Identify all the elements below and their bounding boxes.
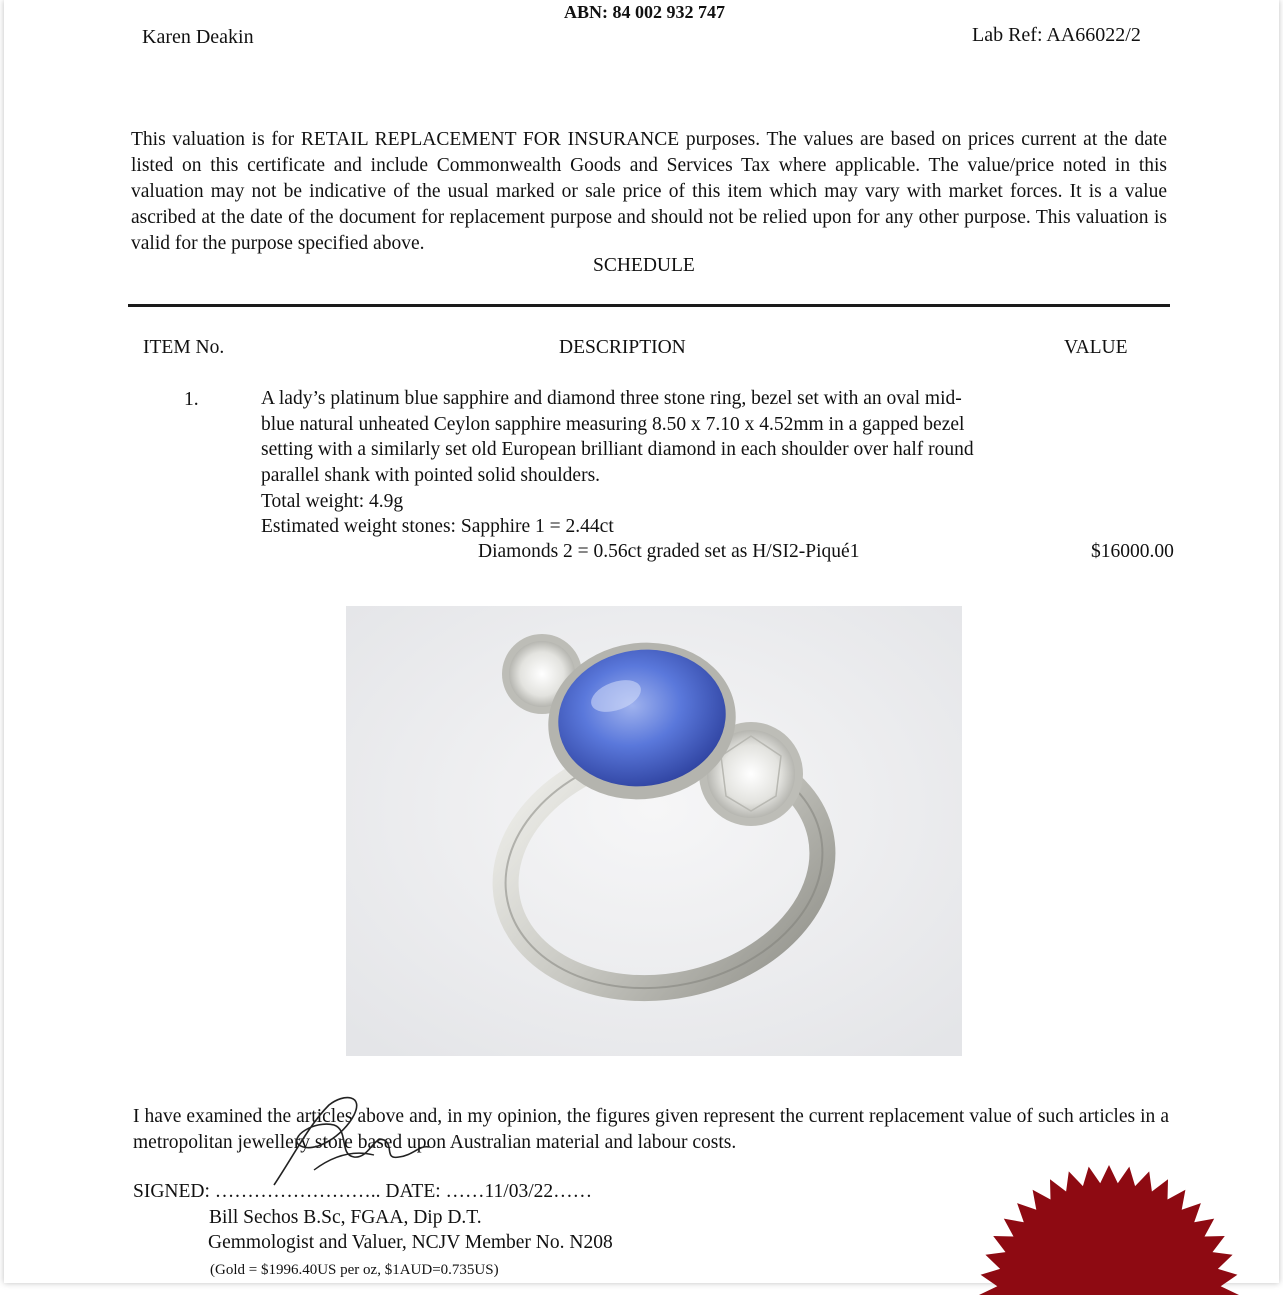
lab-reference: Lab Ref: AA66022/2 [972,24,1141,46]
seal-shape [979,1165,1239,1295]
exchange-rates: (Gold = $1996.40US per oz, $1AUD=0.735US) [210,1262,499,1278]
item-number: 1. [184,389,199,410]
valuer-name: Bill Sechos B.Sc, FGAA, Dip D.T. [209,1207,482,1228]
valuer-title: Gemmologist and Valuer, NCJV Member No. N208 [208,1232,613,1253]
certification-statement: I have examined the articles above and, in my opinion, the figures given represent the current replacement value of such articles in a metropolitan jewellery store based upon Australian material and labour costs. [133,1106,1169,1153]
item-description-text: A lady’s platinum blue sapphire and diamond three stone ring, bezel set with an oval mid-blue natural unheated Ceylon sapphire measuring 8.50 x 7.10 x 4.52mm in a gapped bezel setting with a similarly set old European brilliant diamond in each shoulder over half round parallel shank with pointed solid shoulders. [261,388,974,487]
item-total-weight: Total weight: 4.9g [261,490,404,512]
valuation-certificate [4,0,1279,1283]
valuation-purpose-text [131,127,1167,257]
signed-date-line: SIGNED: …………………….. DATE: ……11/03/22…… [133,1181,593,1202]
column-header-value: VALUE [1064,337,1128,358]
item-stones-sapphire: Estimated weight stones: Sapphire 1 = 2.44ct [261,516,614,537]
schedule-divider [128,304,1170,307]
item-value: $16000.00 [1091,541,1174,562]
column-header-item: ITEM No. [143,337,225,358]
ring-photo [346,606,962,1056]
schedule-title: SCHEDULE [593,255,695,276]
item-stones-diamonds: Diamonds 2 = 0.56ct graded set as H/SI2-Piqué1 [478,541,860,562]
column-header-description: DESCRIPTION [559,337,686,358]
intro-paragraph: This valuation is for RETAIL REPLACEMENT FOR INSURANCE purposes. The values are based on prices current at the date listed on this certificate and include Commonwealth Goods and Services Tax where applicable. The value/price noted in this valuation may not be indicative of the usual marked or sale price of this item which may vary with market forces. It is a value ascribed at the date of the document for replacement purpose and should not be relied upon for any other purpose. This valuation is valid for the purpose specified above. [131,129,1167,254]
ring-image [346,606,962,1056]
valuer-signature [254,1085,444,1195]
abn-number: ABN: 84 002 932 747 [564,2,725,22]
client-name: Karen Deakin [142,26,254,48]
wax-seal [964,1125,1244,1295]
item-description [261,386,991,515]
